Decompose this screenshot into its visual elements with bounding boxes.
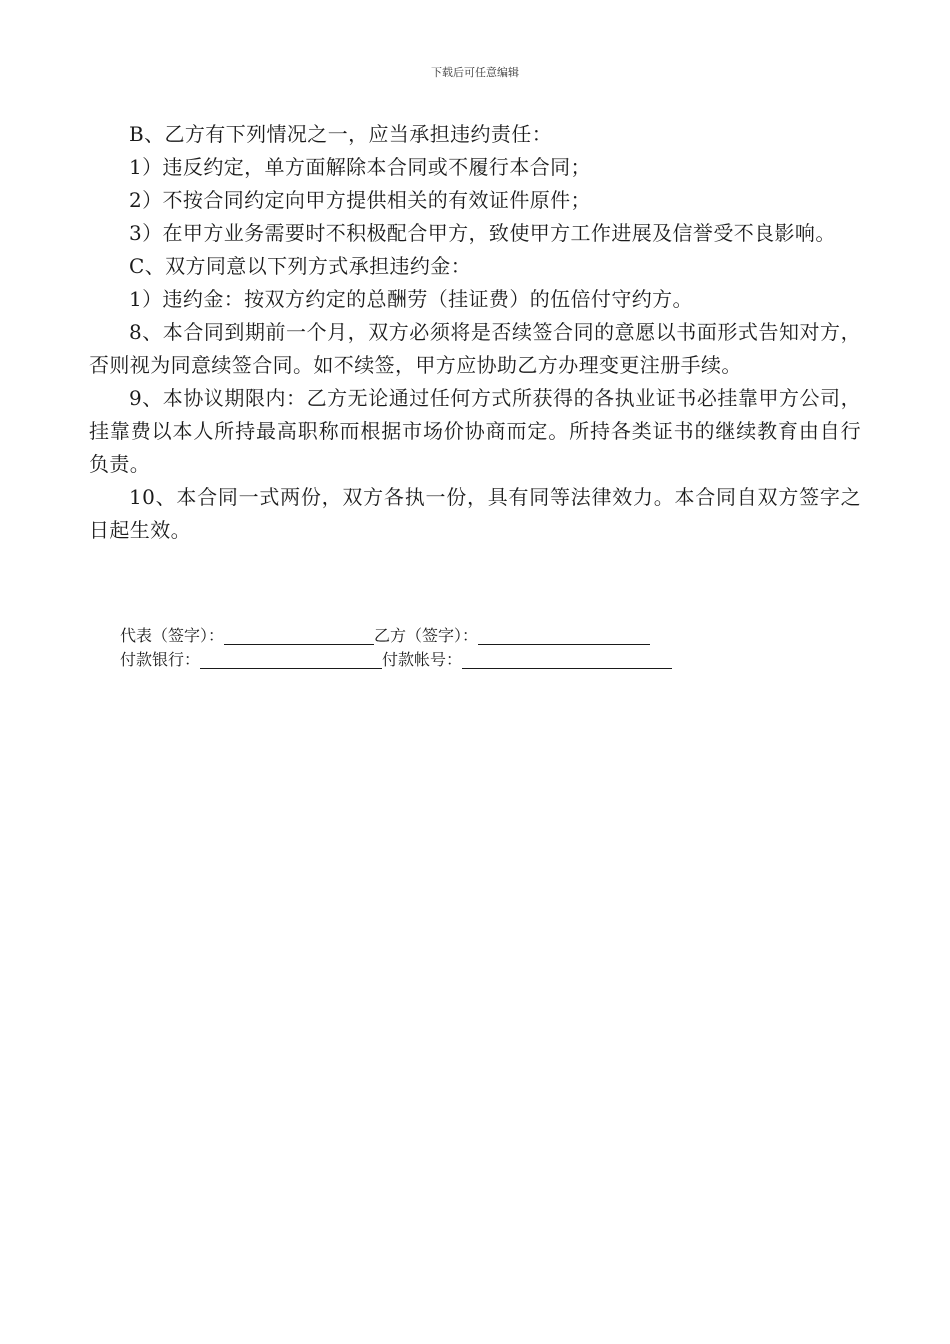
- clause-b-item-1: 1）违反约定，单方面解除本合同或不履行本合同；: [129, 155, 591, 179]
- representative-signature-label: 代表（签字）：: [120, 626, 225, 645]
- clause-10: 10、本合同一式两份，双方各执一份，具有同等法律效力。本合同自双方签字之日起生效。: [89, 485, 861, 542]
- clause-b-item-2: 2）不按合同约定向甲方提供相关的有效证件原件；: [129, 188, 591, 212]
- payment-account-field[interactable]: [462, 650, 672, 669]
- clause-c-heading: C、双方同意以下列方式承担违约金：: [129, 254, 472, 278]
- signature-block: [120, 624, 672, 672]
- payment-bank-field[interactable]: [200, 650, 382, 669]
- contract-body: [89, 118, 861, 547]
- clause-8: 8、本合同到期前一个月，双方必须将是否续签合同的意愿以书面形式告知对方，否则视为同意续签合同。如不续签，甲方应协助乙方办理变更注册手续。: [89, 320, 861, 377]
- payment-account-label: 付款帐号：: [382, 650, 463, 669]
- party-b-signature-field[interactable]: [478, 626, 650, 645]
- representative-signature-field[interactable]: [224, 626, 374, 645]
- clause-b-heading: B、乙方有下列情况之一，应当承担违约责任：: [129, 122, 553, 146]
- payment-bank-label: 付款银行：: [120, 650, 201, 669]
- page-header: 下载后可任意编辑: [431, 66, 519, 79]
- signature-row: [120, 624, 672, 648]
- clause-c-item-1: 1）违约金：按双方约定的总酬劳（挂证费）的伍倍付守约方。: [129, 287, 693, 311]
- clause-9: 9、本协议期限内：乙方无论通过任何方式所获得的各执业证书必挂靠甲方公司，挂靠费以本人所持最高职称而根据市场价协商而定。所持各类证书的继续教育由自行负责。: [89, 386, 861, 476]
- payment-row: [120, 648, 672, 672]
- clause-b-item-3: 3）在甲方业务需要时不积极配合甲方，致使甲方工作进展及信誉受不良影响。: [129, 221, 836, 245]
- party-b-signature-label: 乙方（签字）：: [374, 626, 479, 645]
